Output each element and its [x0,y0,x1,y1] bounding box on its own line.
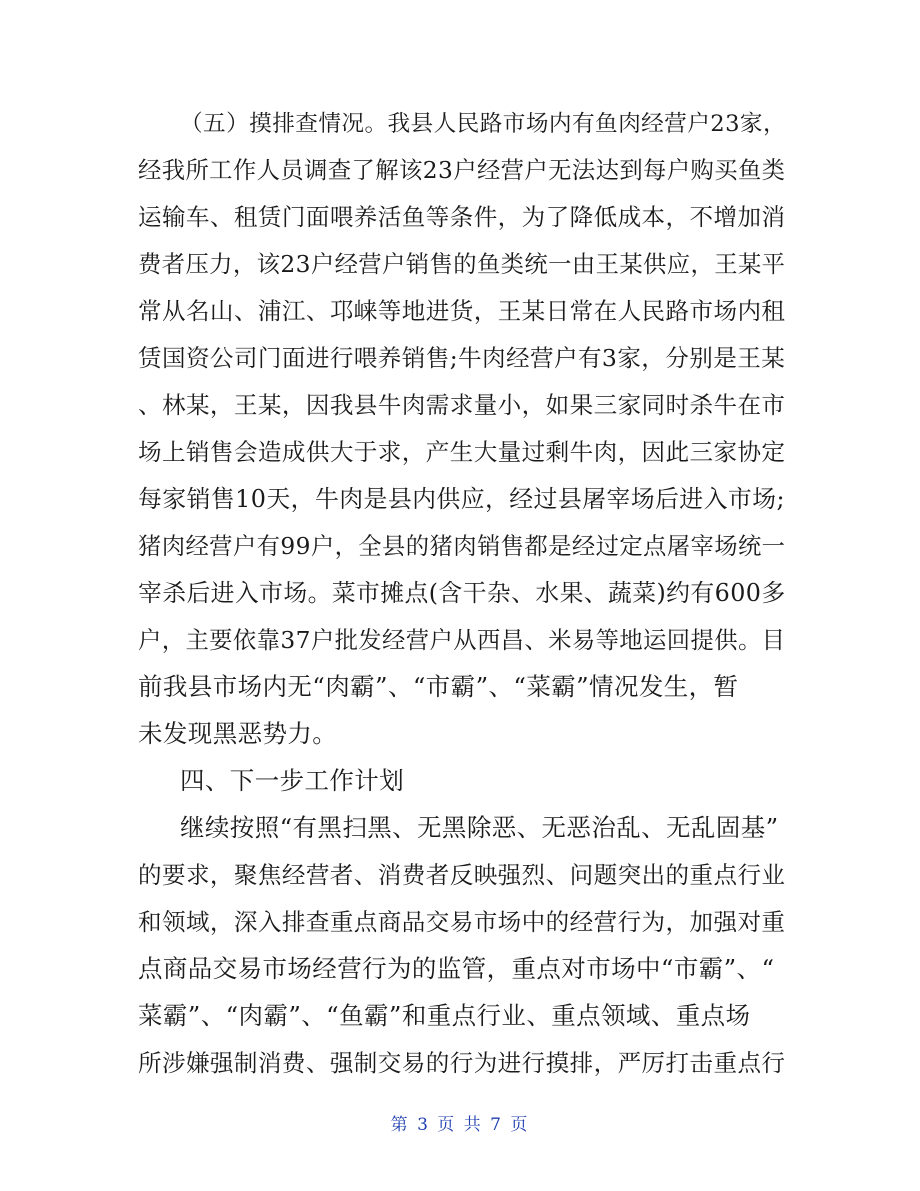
text-line: 每家销售10天，牛肉是县内供应，经过县屠宰场后进入市场; [138,485,785,513]
text-line: 常从名山、浦江、邛崃等地进货，王某日常在人民路市场内租 [138,297,786,325]
text-line: 的要求，聚焦经营者、消费者反映强烈、问题突出的重点行业 [138,861,786,889]
text-line: 、林某，王某，因我县牛肉需求量小，如果三家同时杀牛在市 [138,391,786,419]
text-line: 费者压力，该23户经营户销售的鱼类统一由王某供应，王某平 [138,250,786,278]
text-line: 运输车、租赁门面喂养活鱼等条件，为了降低成本，不增加消 [138,203,786,231]
text-line: 菜霸”、“肉霸”、“鱼霸”和重点行业、重点领域、重点场 [138,1001,751,1030]
text-line: 前我县市场内无“肉霸”、“市霸”、“菜霸”情况发生，暂 [138,672,739,701]
text-line: 经我所工作人员调查了解该23户经营户无法达到每户购买鱼类 [138,156,786,184]
text-line: （五）摸排查情况。我县人民路市场内有鱼肉经营户23家， [180,111,787,137]
text-line: 未发现黑恶势力。 [138,719,338,748]
text-line: 场上销售会造成供大于求，产生大量过剩牛肉，因此三家协定 [138,438,786,466]
text-line: 猪肉经营户有99户，全县的猪肉销售都是经过定点屠宰场统一 [138,532,786,560]
text-line: 和领域，深入排查重点商品交易市场中的经营行为，加强对重 [138,908,786,936]
text-line: 宰杀后进入市场。菜市摊点(含干杂、水果、蔬菜)约有600多 [138,579,786,607]
text-line: 点商品交易市场经营行为的监管，重点对市场中“市霸”、“ [138,954,775,983]
section-heading: 四、下一步工作计划 [180,766,405,795]
text-line: 赁国资公司门面进行喂养销售;牛肉经营户有3家，分别是王某 [138,344,786,372]
page-number-footer: 第 3 页 共 7 页 [390,1115,530,1135]
text-line: 所涉嫌强制消费、强制交易的行为进行摸排，严厉打击重点行 [138,1049,786,1077]
text-line: 户，主要依靠37户批发经营户从西昌、米易等地运回提供。目 [138,626,786,654]
text-line: 继续按照“有黑扫黑、无黑除恶、无恶治乱、无乱固基” [180,813,779,842]
